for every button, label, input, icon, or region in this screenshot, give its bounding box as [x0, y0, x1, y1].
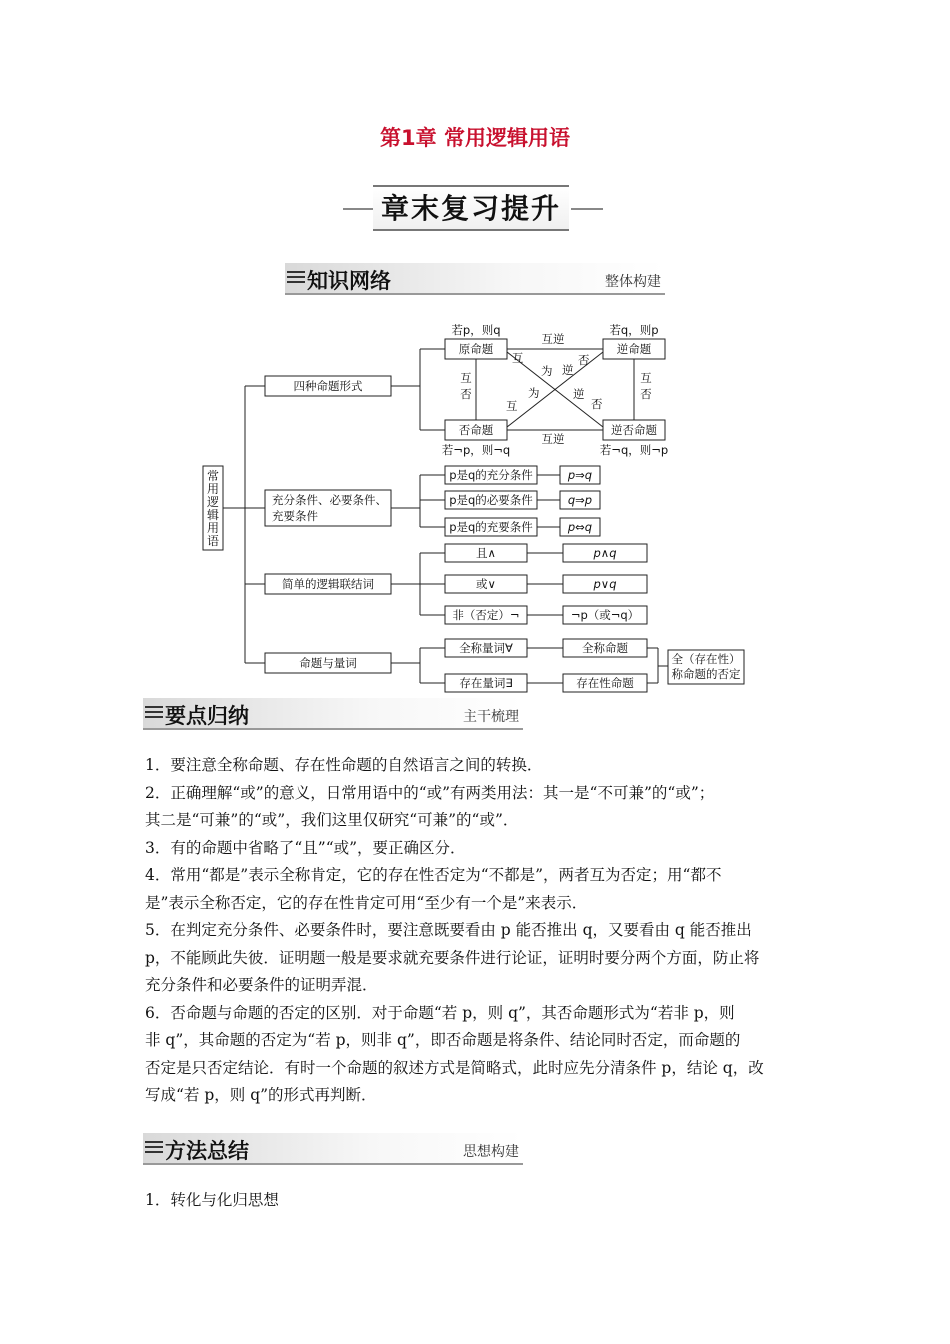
inverse-box: 否命题 — [458, 423, 494, 437]
section-subtitle: 思想构建 — [463, 1144, 519, 1160]
root-label: 常用逻辑用语 — [206, 469, 220, 548]
diag-a-1: 为 — [541, 364, 553, 378]
method-item-1: 1．转化与化归思想 — [145, 1191, 279, 1209]
point-3: 3．有的命题中省略了“且”“或”，要正确区分． — [145, 838, 466, 857]
diag-b-3: 互 — [506, 399, 518, 413]
section-subtitle: 整体构建 — [605, 274, 661, 290]
branch-conditions-line1: 充分条件、必要条件、 — [272, 493, 387, 507]
label-original: 若p，则q — [451, 323, 501, 337]
chapter-title: 第1章 常用逻辑用语 — [380, 126, 570, 150]
not-box: 非（否定）¬ — [452, 608, 520, 622]
stripes-icon — [145, 706, 163, 722]
sufficient-box: p是q的充分条件 — [449, 468, 533, 482]
key-points — [145, 752, 815, 1110]
section-header-methods — [143, 1133, 523, 1165]
diag-b-0: 否 — [578, 353, 590, 367]
diag-a-0: 互 — [512, 351, 524, 365]
label-inverse: 若¬p，则¬q — [441, 443, 511, 457]
section-title: 知识网络 — [307, 269, 391, 293]
or-symbol: p∨q — [593, 577, 617, 591]
label-converse: 若q，则p — [609, 323, 659, 337]
banner-title: 章末复习提升 — [380, 192, 561, 225]
or-box: 或∨ — [476, 577, 496, 591]
sufficient-symbol: p⇒q — [567, 468, 593, 482]
branch-quantifiers: 命题与量词 — [299, 656, 357, 670]
universal-proposition-box: 全称命题 — [582, 641, 628, 655]
negation-box-line1: 全（存在性） — [671, 652, 741, 666]
mutual-negation-left: 互否 — [460, 371, 472, 401]
point-4: 4．常用“都是”表示全称肯定，它的存在性否定为“不都是”，两者互为否定；用“都不 是”表示全称否定，它的存在性肯定可用“至少有一个是”来表示． — [145, 866, 722, 912]
branch-four-forms: 四种命题形式 — [293, 379, 363, 393]
branch-conditions-line2: 充要条件 — [272, 509, 318, 523]
section-header-points — [143, 698, 523, 730]
converse-box: 逆命题 — [616, 342, 652, 356]
existential-quantifier-box: 存在量词∃ — [459, 676, 513, 690]
point-6: 6．否命题与命题的否定的区别．对于命题“若 p，则 q”，其否命题形式为“若非 p，则 非 q”，其命题的否定为“若 p，则非 q”，即否命题是将条件、结论同时否定，而命题的 否定是只否定结论．有时一个命题的叙述方式是简略式，此时应先分清条件 p，结论 q，改 写成“若 p，则 q”的形式再判断． — [145, 1003, 764, 1104]
point-2: 2．正确理解“或”的意义，日常用语中的“或”有两类用法：其一是“不可兼”的“或”； 其二是“可兼”的“或”，我们这里仅研究“可兼”的“或”． — [145, 783, 715, 829]
mutual-negation-right: 互否 — [640, 371, 652, 401]
original-box: 原命题 — [458, 342, 494, 356]
and-symbol: p∧q — [593, 546, 617, 560]
point-1: 1．要注意全称命题、存在性命题的自然语言之间的转换． — [145, 756, 543, 774]
necessary-symbol: q⇒p — [567, 493, 593, 507]
universal-quantifier-box: 全称量词∀ — [459, 641, 513, 655]
section-title: 方法总结 — [165, 1139, 249, 1163]
branch-connectives: 简单的逻辑联结词 — [282, 577, 374, 591]
mutual-converse-top: 互逆 — [541, 332, 565, 346]
diag-a-2: 逆 — [573, 387, 585, 401]
necessary-box: p是q的必要条件 — [449, 493, 533, 507]
label-contrapositive: 若¬q，则¬p — [599, 443, 669, 457]
stripes-icon — [145, 1141, 163, 1157]
diag-a-3: 否 — [591, 397, 603, 411]
point-5: 5．在判定充分条件、必要条件时，要注意既要看由 p 能否推出 q，又要看由 q 能否推出 p，不能顾此失彼．证明题一般是要求就充要条件进行论证，证明时要分两个方面，防止将 充分条件和必要条件的证明弄混． — [145, 921, 760, 994]
contrapositive-box: 逆否命题 — [611, 423, 657, 437]
iff-symbol: p⇔q — [567, 520, 593, 534]
and-box: 且∧ — [476, 546, 496, 560]
mutual-converse-bottom: 互逆 — [541, 432, 565, 446]
diag-b-2: 为 — [528, 386, 540, 400]
diag-b-1: 逆 — [562, 363, 574, 377]
iff-box: p是q的充要条件 — [449, 520, 533, 534]
negation-box-line2: 称命题的否定 — [671, 667, 741, 681]
not-symbol: ¬p（或¬q） — [570, 608, 640, 622]
section-subtitle: 主干梳理 — [463, 709, 519, 725]
existential-proposition-box: 存在性命题 — [576, 676, 634, 690]
section-title: 要点归纳 — [165, 704, 249, 728]
